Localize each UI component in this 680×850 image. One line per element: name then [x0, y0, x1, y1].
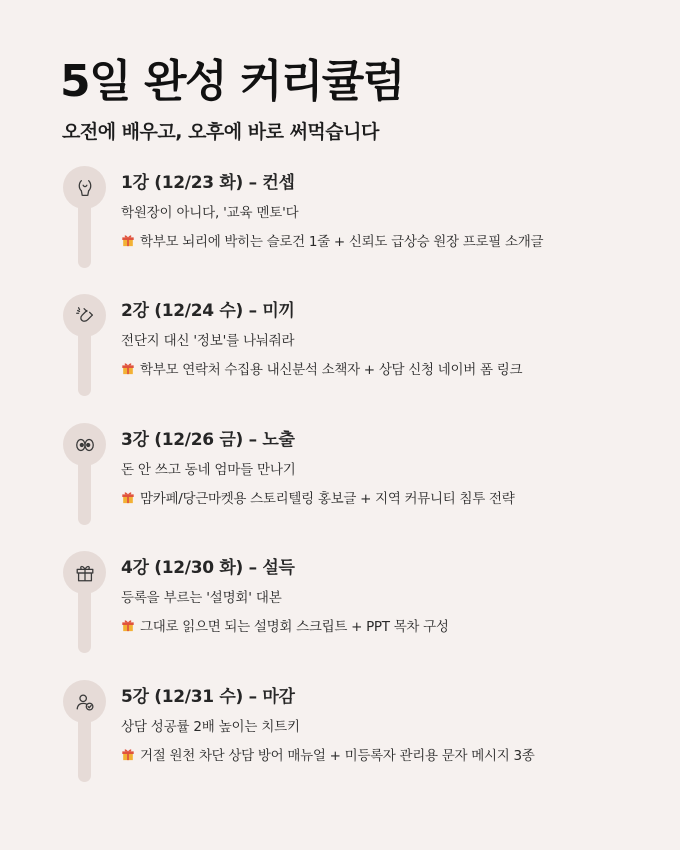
- lesson-icon-bubble: [63, 423, 106, 466]
- lesson-item: [0, 680, 680, 790]
- lesson-item: [0, 551, 680, 661]
- lesson-icon-bubble: [63, 294, 106, 337]
- lesson-title: 2강 (12/24 수) – 미끼: [121, 301, 295, 321]
- gift-icon: [121, 233, 135, 247]
- lesson-gift: [121, 615, 449, 635]
- gift-text: 거절 원천 차단 상담 방어 매뉴얼 + 미등록자 관리용 문자 메시지 3종: [140, 748, 535, 764]
- lesson-icon-bubble: [63, 551, 106, 594]
- gift-text: 학부모 연락처 수집용 내신분석 소책자 + 상담 신청 네이버 폼 링크: [140, 362, 523, 378]
- lesson-subtitle: 상담 성공률 2배 높이는 치트키: [121, 719, 300, 735]
- eyes-icon: [74, 434, 96, 456]
- lesson-item: [0, 166, 680, 276]
- lesson-icon-bubble: [63, 680, 106, 723]
- gift-text: 학부모 뇌리에 박히는 슬로건 1줄 + 신뢰도 급상승 원장 프로필 소개글: [140, 234, 544, 250]
- lesson-subtitle: 돈 안 쓰고 동네 엄마들 만나기: [121, 462, 296, 478]
- gift-icon: [121, 747, 135, 761]
- lesson-title: 1강 (12/23 화) – 컨셉: [121, 173, 295, 193]
- lesson-gift: [121, 230, 543, 250]
- user-check-icon: [74, 691, 96, 713]
- lesson-title: 5강 (12/31 수) – 마감: [121, 687, 295, 707]
- lesson-item: [0, 423, 680, 533]
- lesson-gift: [121, 487, 514, 507]
- lesson-icon-bubble: [63, 166, 106, 209]
- page-subtitle: 오전에 배우고, 오후에 바로 써먹습니다: [62, 121, 379, 143]
- lesson-subtitle: 등록을 부르는 '설명회' 대본: [121, 590, 282, 606]
- magnet-icon: [74, 305, 96, 327]
- lesson-subtitle: 전단지 대신 '정보'를 나눠줘라: [121, 333, 295, 349]
- lesson-item: [0, 294, 680, 404]
- gift-icon: [121, 618, 135, 632]
- page-title: 5일 완성 커리큘럼: [60, 56, 404, 107]
- gift-icon: [121, 490, 135, 504]
- lesson-gift: [121, 744, 534, 764]
- lesson-subtitle: 학원장이 아니다, '교육 멘토'다: [121, 205, 299, 221]
- gift-text: 그대로 읽으면 되는 설명회 스크립트 + PPT 목차 구성: [140, 619, 449, 635]
- gift-icon: [121, 361, 135, 375]
- gift-text: 맘카페/당근마켓용 스토리텔링 홍보글 + 지역 커뮤니티 침투 전략: [140, 491, 515, 507]
- lesson-gift: [121, 358, 522, 378]
- lesson-title: 3강 (12/26 금) – 노출: [121, 430, 295, 450]
- lightbulb-icon: [74, 177, 96, 199]
- gift-box-icon: [74, 562, 96, 584]
- lesson-title: 4강 (12/30 화) – 설득: [121, 558, 295, 578]
